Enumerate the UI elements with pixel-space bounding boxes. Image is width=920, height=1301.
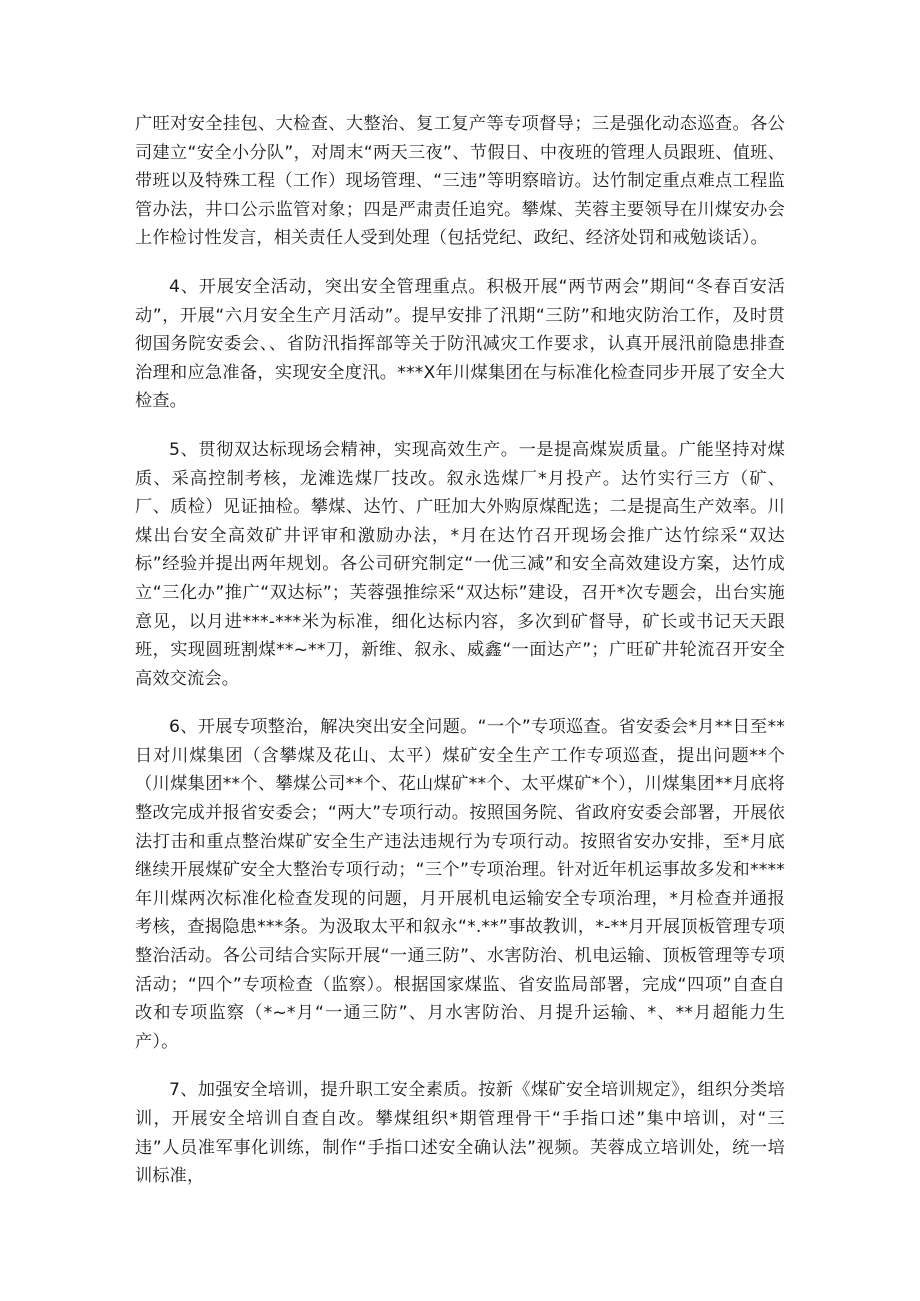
- paragraph-item-6: 6、开展专项整治，解决突出安全问题。“一个”专项巡查。省安委会*月**日至**日对川煤集团（含攀煤及花山、太平）煤矿安全生产工作专项巡查，提出问题**个（川煤集团**个、攀煤公司**个、花山煤矿**个、太平煤矿*个），川煤集团**月底将整改完成并报省安委会；“两大”专项行动。按照国务院、省政府安委会部署，开展依法打击和重点整治煤矿安全生产违法违规行为专项行动。按照省安办安排，至*月底继续开展煤矿安全大整治专项行动；“三个”专项治理。针对近年机运事故多发和****年川煤两次标准化检查发现的问题，月开展机电运输安全专项治理，*月检查并通报考核，查揭隐患***条。为汲取太平和叙永“*.**”事故教训，*-**月开展顶板管理专项整治活动。各公司结合实际开展“一通三防”、水害防治、机电运输、顶板管理等专项活动；“四个”专项检查（监察）。根据国家煤监、省安监局部署，完成“四项”自查自改和专项监察（*~*月“一通三防”、月水害防治、月提升运输、*、**月超能力生产）。: [135, 717, 785, 1052]
- paragraph-item-4: 4、开展安全活动，突出安全管理重点。积极开展“两节两会”期间“冬春百安活动”，开展“六月安全生产月活动”。提早安排了汛期“三防”和地灾防治工作，及时贯彻国务院安委会、、省防汛指挥部等关于防汛减灾工作要求，认真开展汛前隐患排查治理和应急准备，实现安全度汛。***X年川煤集团在与标准化检查同步开展了安全大检查。: [135, 276, 785, 412]
- paragraph-item-5: 5、贯彻双达标现场会精神，实现高效生产。一是提高煤炭质量。广能坚持对煤质、采高控制考核，龙滩选煤厂技改。叙永选煤厂*月投产。达竹实行三方（矿、厂、质检）见证抽检。攀煤、达竹、广旺加大外购原煤配选；二是提高生产效率。川煤出台安全高效矿井评审和激励办法，*月在达竹召开现场会推广达竹综采“双达标”经验并提出两年规划。各公司研究制定“一优三减”和安全高效建设方案，达竹成立“三化办”推广“双达标”；芙蓉强推综采“双达标”建设，召开*次专题会，出台实施意见，以月进***-***米为标准，细化达标内容，多次到矿督导，矿长或书记天天跟班，实现圆班割煤**~**刀，新维、叙永、威鑫“一面达产”；广旺矿井轮流召开安全高效交流会。: [135, 439, 785, 689]
- document-page: [135, 110, 785, 1211]
- paragraph-continuation: 广旺对安全挂包、大检查、大整治、复工复产等专项督导；三是强化动态巡查。各公司建立“安全小分队”，对周末“两天三夜”、节假日、中夜班的管理人员跟班、值班、带班以及特殊工程（工作）现场管理、“三违”等明察暗访。达竹制定重点难点工程监管办法，井口公示监管对象；四是严肃责任追究。攀煤、芙蓉主要领导在川煤安办会上作检讨性发言，相关责任人受到处理（包括党纪、政纪、经济处罚和戒勉谈话）。: [135, 114, 785, 249]
- paragraph-item-7: 7、加强安全培训，提升职工安全素质。按新《煤矿安全培训规定》，组织分类培训，开展安全培训自查自改。攀煤组织*期管理骨干“手指口述”集中培训，对“三违”人员准军事化训练，制作“手指口述安全确认法”视频。芙蓉成立培训处，统一培训标准，: [135, 1080, 785, 1187]
